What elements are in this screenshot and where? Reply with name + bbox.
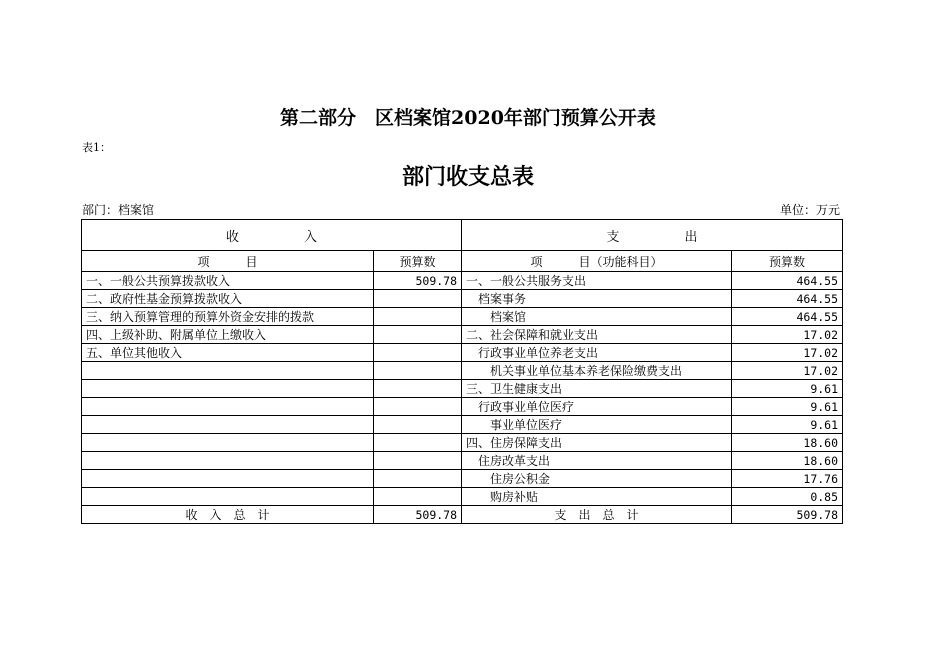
expense-item-cell: 档案馆 [462,308,732,326]
expense-item-cell: 行政事业单位医疗 [462,398,732,416]
income-item-cell: 二、政府性基金预算拨款收入 [82,290,374,308]
table-row [82,344,843,362]
expense-item-cell: 二、社会保障和就业支出 [462,326,732,344]
totals-row [82,506,843,524]
income-amount-cell [374,488,462,506]
expense-amount-cell: 18.60 [732,452,843,470]
income-total-label: 收 入 总 计 [82,506,374,524]
income-item-cell [82,434,374,452]
income-item-cell [82,488,374,506]
table-row [82,272,843,290]
income-amount-cell [374,398,462,416]
expense-item-cell: 三、卫生健康支出 [462,380,732,398]
income-amount-cell [374,470,462,488]
expense-item-cell: 事业单位医疗 [462,416,732,434]
expense-item-cell: 机关事业单位基本养老保险缴费支出 [462,362,732,380]
expense-amount-cell: 9.61 [732,416,843,434]
income-amount-header: 预算数 [374,251,462,272]
expense-item-cell: 一、一般公共服务支出 [462,272,732,290]
table-row [82,398,843,416]
expense-item-cell: 四、住房保障支出 [462,434,732,452]
income-item-cell [82,380,374,398]
income-amount-cell [374,290,462,308]
expense-amount-cell: 17.02 [732,344,843,362]
table-row [82,380,843,398]
expense-item-header: 项 目（功能科目） [462,251,732,272]
income-amount-cell: 509.78 [374,272,462,290]
expense-amount-cell: 9.61 [732,398,843,416]
table-number: 表1： [82,141,111,154]
expense-amount-header: 预算数 [732,251,843,272]
expense-item-cell: 档案事务 [462,290,732,308]
income-item-cell: 一、一般公共预算拨款收入 [82,272,374,290]
expense-total-label: 支 出 总 计 [462,506,732,524]
table-row [82,416,843,434]
income-item-cell [82,362,374,380]
table-row [82,488,843,506]
income-item-cell: 五、单位其他收入 [82,344,374,362]
table-row [82,362,843,380]
expense-amount-cell: 17.02 [732,326,843,344]
group-header-row [82,220,843,251]
income-amount-cell [374,380,462,398]
expense-amount-cell: 17.02 [732,362,843,380]
expense-amount-cell: 17.76 [732,470,843,488]
table-row [82,470,843,488]
expense-item-cell: 购房补贴 [462,488,732,506]
income-amount-cell [374,344,462,362]
expense-item-cell: 行政事业单位养老支出 [462,344,732,362]
table-row [82,452,843,470]
expense-amount-cell: 18.60 [732,434,843,452]
expense-group-header: 支 出 [462,220,843,251]
income-amount-cell [374,416,462,434]
page-heading: 第二部分 区档案馆2020年部门预算公开表 [280,107,656,129]
income-amount-cell [374,362,462,380]
expense-amount-cell: 464.55 [732,290,843,308]
income-amount-cell [374,434,462,452]
expense-item-cell: 住房改革支出 [462,452,732,470]
expense-amount-cell: 464.55 [732,272,843,290]
budget-table [81,219,843,524]
table-row [82,308,843,326]
expense-amount-cell: 0.85 [732,488,843,506]
income-item-cell [82,398,374,416]
income-total-amount: 509.78 [374,506,462,524]
expense-total-amount: 509.78 [732,506,843,524]
expense-amount-cell: 9.61 [732,380,843,398]
income-group-header: 收 入 [82,220,462,251]
income-amount-cell [374,452,462,470]
income-amount-cell [374,308,462,326]
income-item-cell: 三、纳入预算管理的预算外资金安排的拨款 [82,308,374,326]
department-label: 部门：档案馆 [82,203,155,217]
column-header-row [82,251,843,272]
income-item-cell [82,416,374,434]
income-item-header: 项 目 [82,251,374,272]
unit-label: 单位：万元 [779,203,840,217]
expense-item-cell: 住房公积金 [462,470,732,488]
income-item-cell [82,470,374,488]
table-row [82,434,843,452]
table-title: 部门收支总表 [401,164,534,190]
table-row [82,290,843,308]
expense-amount-cell: 464.55 [732,308,843,326]
income-item-cell [82,452,374,470]
income-item-cell: 四、上级补助、附属单位上缴收入 [82,326,374,344]
income-amount-cell [374,326,462,344]
table-row [82,326,843,344]
